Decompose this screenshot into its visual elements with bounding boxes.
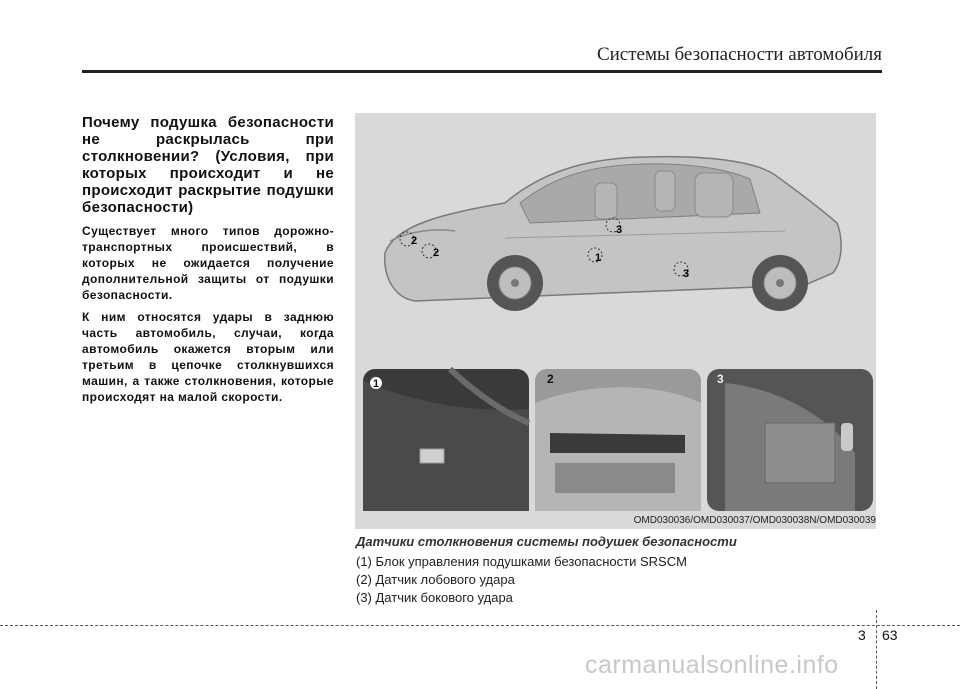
watermark: carmanualsonline.info [585, 651, 839, 679]
section-title: Системы безопасности автомобиля [596, 44, 882, 65]
figure-caption [356, 534, 876, 607]
svg-text:3: 3 [683, 268, 690, 280]
paragraph-1: Существует много типов дорожно-транспортных происшествий, в которых не ожидается получение дополнительной защиты от подушки безопасности. [82, 224, 334, 302]
figure-illustration [355, 113, 876, 529]
svg-text:3: 3 [616, 224, 623, 236]
caption-item-1: (1) Блок управления подушками безопасности SRSCM [356, 554, 687, 569]
airbag-sensor-figure [355, 113, 876, 529]
svg-text:1: 1 [595, 252, 602, 264]
caption-item-2: (2) Датчик лобового удара [356, 572, 515, 587]
figure-reference-code: OMD030036/OMD030037/OMD030038N/OMD030039 [633, 515, 876, 526]
chapter-number: 3 [858, 627, 866, 643]
svg-text:1: 1 [373, 378, 380, 390]
detail-panel-1 [363, 369, 529, 511]
page-number: 63 [882, 627, 898, 643]
caption-item-3: (3) Датчик бокового удара [356, 590, 513, 605]
footer-page-divider [876, 610, 877, 689]
svg-text:2: 2 [433, 247, 440, 259]
paragraph-2: К ним относятся удары в заднюю часть автомобиль, случаи, когда автомобиль окажется вторым или третьим в цепочке столкнувшихся машин, а также столкновения, которые происходят на малой скорости. [82, 310, 334, 404]
detail-panel-2 [535, 369, 701, 511]
caption-title: Датчики столкновения системы подушек безопасности [356, 534, 737, 549]
svg-text:2: 2 [411, 235, 418, 247]
svg-text:2: 2 [547, 372, 554, 386]
footer-divider [0, 625, 960, 626]
svg-text:3: 3 [717, 372, 724, 386]
detail-panel-3 [707, 369, 873, 511]
left-column [82, 114, 334, 411]
question-heading: Почему подушка безопасности не раскрылась при столкновении? (Условия, при которых происходит и не происходит раскрытие подушки безопасности) [82, 114, 334, 216]
header-divider [82, 70, 882, 73]
car-illustration [385, 157, 841, 311]
